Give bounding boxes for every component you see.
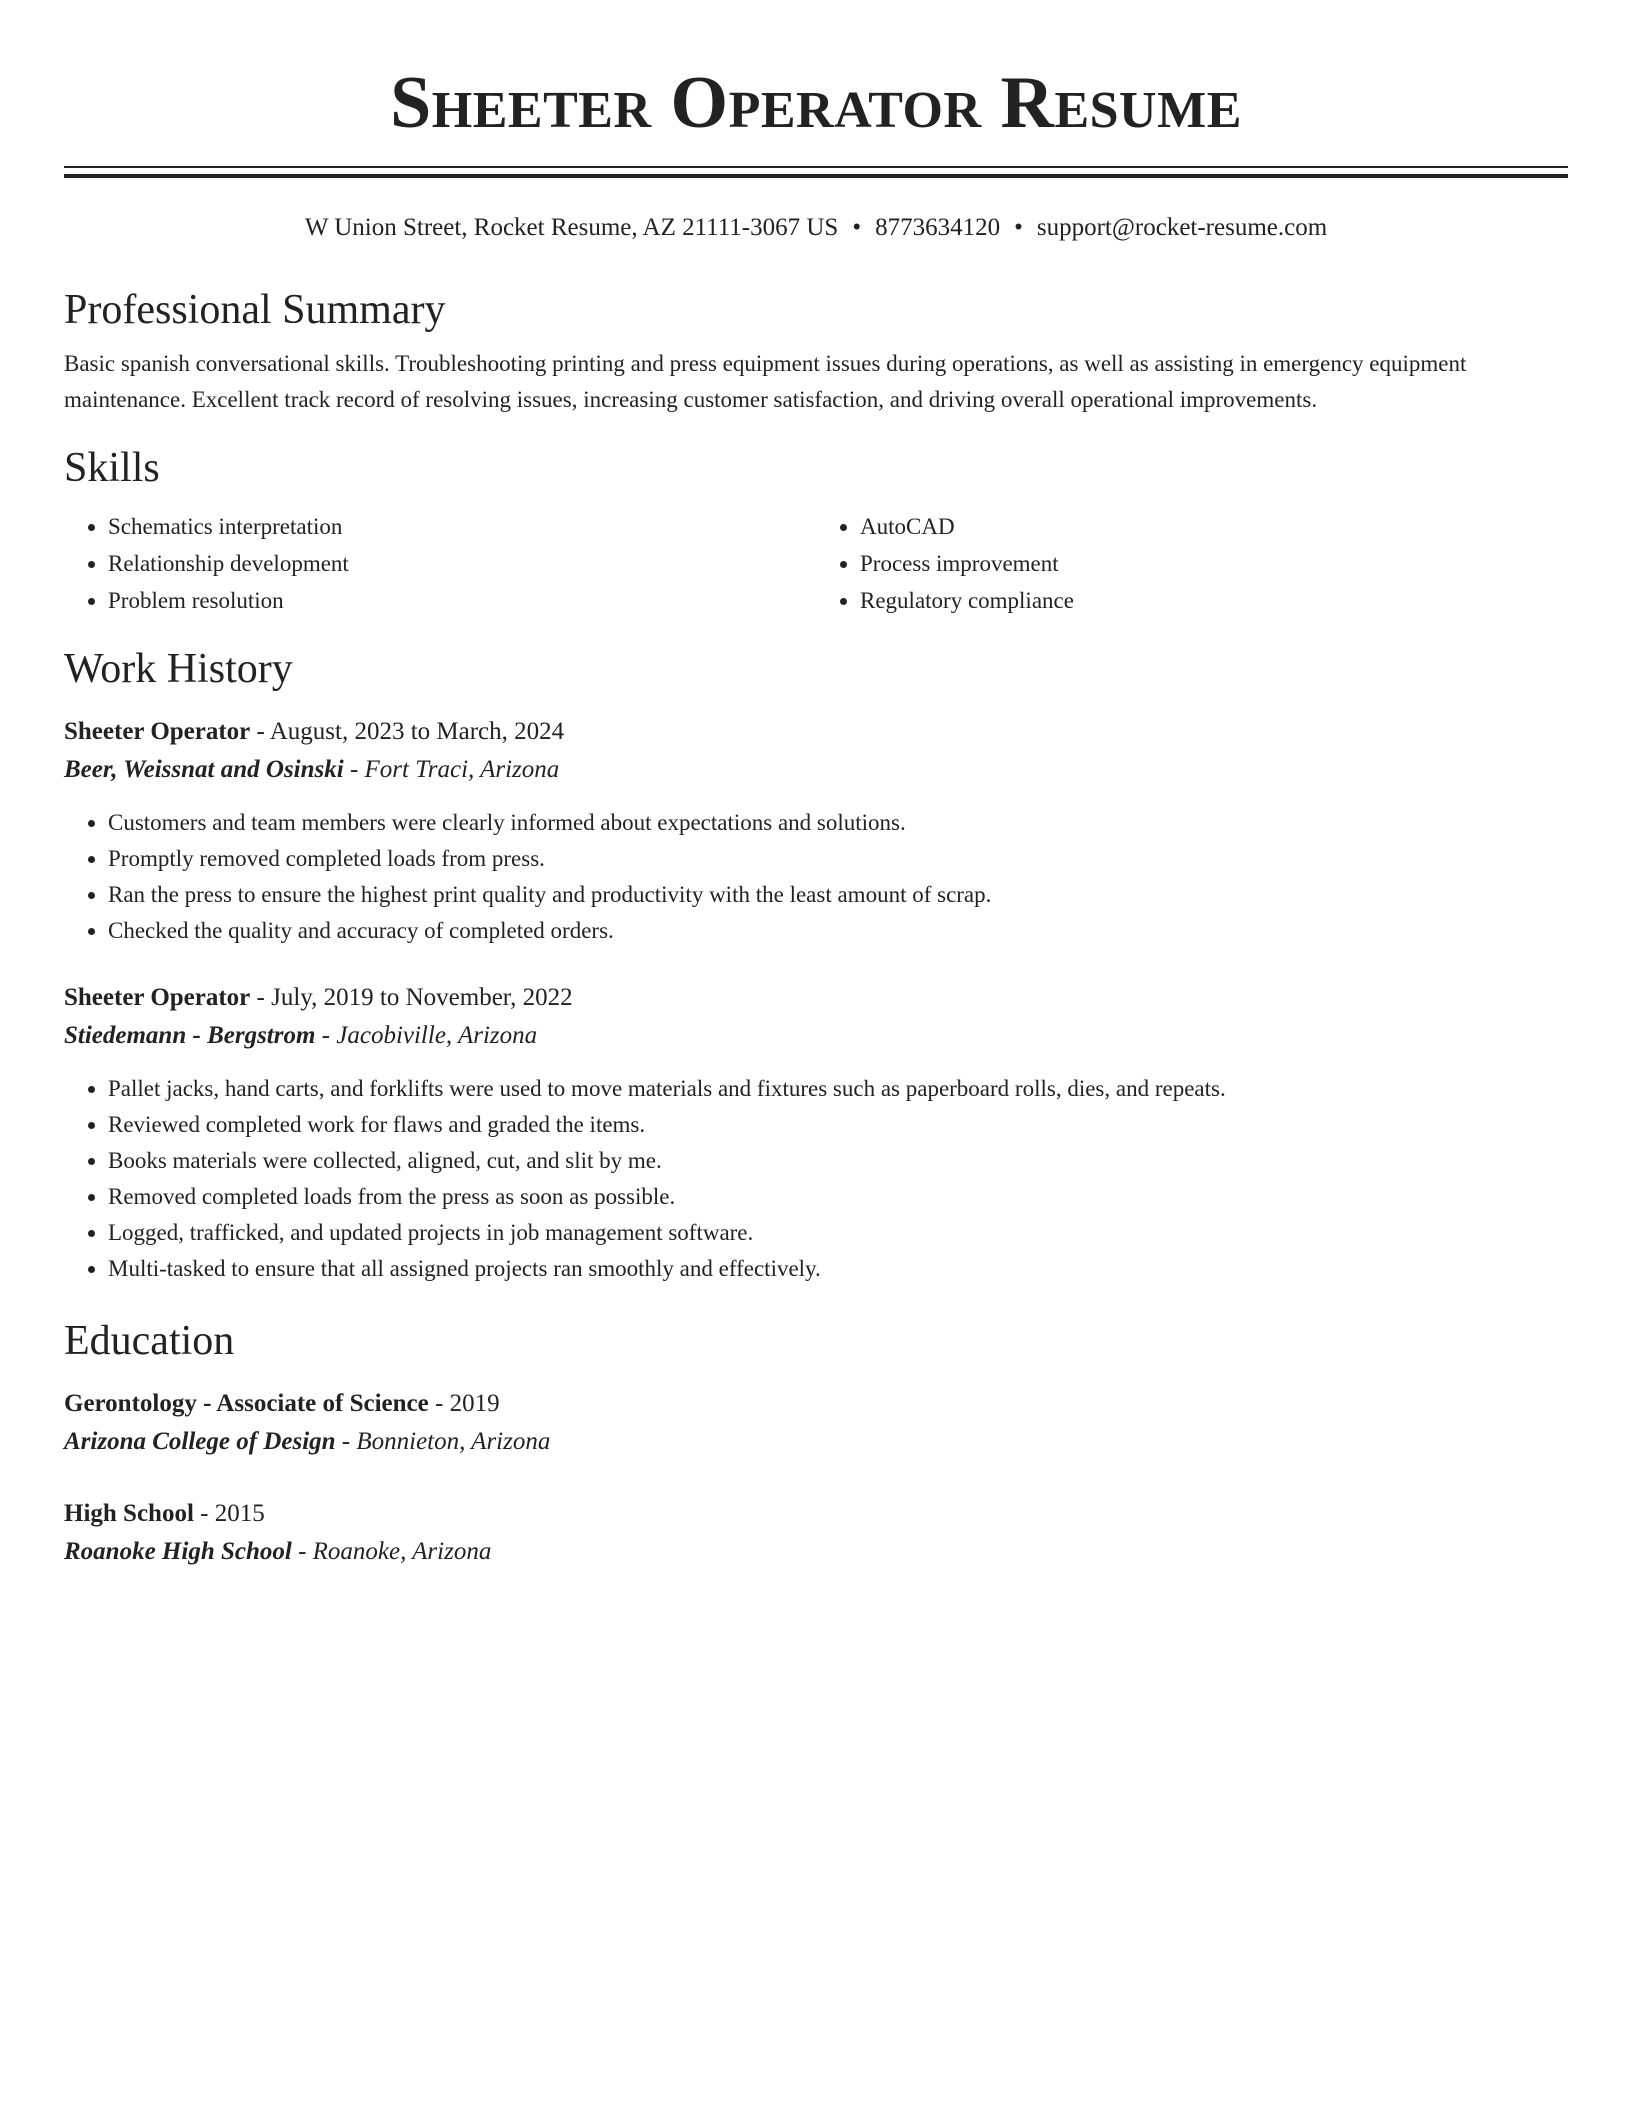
job-entry — [64, 979, 1568, 1287]
job-company-line — [64, 751, 1568, 789]
job-bullets — [64, 1071, 1568, 1287]
job-company-line — [64, 1017, 1568, 1055]
job-location: - Jacobiville, Arizona — [315, 1022, 538, 1049]
job-bullet: • Books materials were collected, aligned, cut, and slit by me. — [108, 1143, 1568, 1179]
skill-item: • Process improvement — [860, 545, 1568, 582]
job-bullet: • Ran the press to ensure the highest print quality and productivity with the least amount of scrap. — [108, 877, 1568, 913]
job-dates: - July, 2019 to November, 2022 — [250, 984, 573, 1011]
education-heading: Education — [64, 1318, 235, 1364]
contact-address: W Union Street, Rocket Resume, AZ 21111-3067 US — [304, 214, 839, 241]
job-bullet: • Logged, trafficked, and updated projects in job management software. — [108, 1215, 1568, 1251]
summary-heading: Professional Summary — [64, 287, 446, 333]
education-location: - Bonnieton, Arizona — [335, 1428, 551, 1455]
job-dates: - August, 2023 to March, 2024 — [250, 718, 565, 745]
summary-text: Basic spanish conversational skills. Troubleshooting printing and press equipment issues during operations, as well as assisting in emergency equipment maintenance. Excellent track record of resolving issues, increasing customer satisfaction, and driving overall operational improvements. — [64, 351, 1467, 412]
resume-title: Sheeter Operator Resume — [390, 62, 1242, 144]
education-school: Arizona College of Design — [64, 1428, 336, 1455]
education-degree: High School — [64, 1500, 194, 1527]
job-bullets — [64, 805, 1568, 949]
skills-list — [64, 508, 1568, 619]
education-entry — [64, 1495, 1568, 1571]
education-degree-line — [64, 1495, 1568, 1533]
skills-heading: Skills — [64, 445, 160, 491]
education-school-line — [64, 1533, 1568, 1571]
skills-column-left — [64, 508, 816, 619]
job-title: Sheeter Operator — [64, 718, 251, 745]
skill-item: • AutoCAD — [860, 508, 1568, 545]
job-title-line — [64, 979, 1568, 1017]
skill-item: • Problem resolution — [108, 582, 816, 619]
education-year: - 2015 — [193, 1500, 265, 1527]
education-year: - 2019 — [428, 1390, 500, 1417]
job-bullet: • Customers and team members were clearly informed about expectations and solutions. — [108, 805, 1568, 841]
job-bullet: • Reviewed completed work for flaws and graded the items. — [108, 1107, 1568, 1143]
job-bullet: • Promptly removed completed loads from press. — [108, 841, 1568, 877]
job-bullet: • Multi-tasked to ensure that all assigned projects ran smoothly and effectively. — [108, 1251, 1568, 1287]
contact-separator: • — [1014, 214, 1023, 241]
contact-separator: • — [852, 214, 862, 241]
education-school: Roanoke High School — [64, 1538, 292, 1565]
contact-email: support@rocket-resume.com — [1036, 214, 1328, 241]
title-divider-thick — [64, 174, 1568, 178]
work-history-heading: Work History — [64, 646, 293, 692]
skill-item: • Schematics interpretation — [108, 508, 816, 545]
skill-item: • Regulatory compliance — [860, 582, 1568, 619]
skill-item: • Relationship development — [108, 545, 816, 582]
contact-line — [64, 212, 1568, 244]
job-title: Sheeter Operator — [64, 984, 251, 1011]
job-company: Stiedemann - Bergstrom — [64, 1022, 316, 1049]
job-bullet: • Pallet jacks, hand carts, and forklifts were used to move materials and fixtures such as paperboard rolls, dies, and repeats. — [108, 1071, 1568, 1107]
education-school-line — [64, 1423, 1568, 1461]
job-bullet: • Checked the quality and accuracy of completed orders. — [108, 913, 1568, 949]
education-entry — [64, 1385, 1568, 1461]
skills-column-right — [816, 508, 1568, 619]
job-company: Beer, Weissnat and Osinski — [64, 756, 344, 783]
job-title-line — [64, 713, 1568, 751]
contact-phone: 8773634120 — [875, 214, 1001, 241]
education-degree: Gerontology - Associate of Science — [64, 1390, 429, 1417]
job-bullet: • Removed completed loads from the press as soon as possible. — [108, 1179, 1568, 1215]
title-divider-thin — [64, 166, 1568, 168]
education-location: - Roanoke, Arizona — [291, 1538, 492, 1565]
job-entry — [64, 713, 1568, 949]
job-location: - Fort Traci, Arizona — [343, 756, 560, 783]
education-degree-line — [64, 1385, 1568, 1423]
